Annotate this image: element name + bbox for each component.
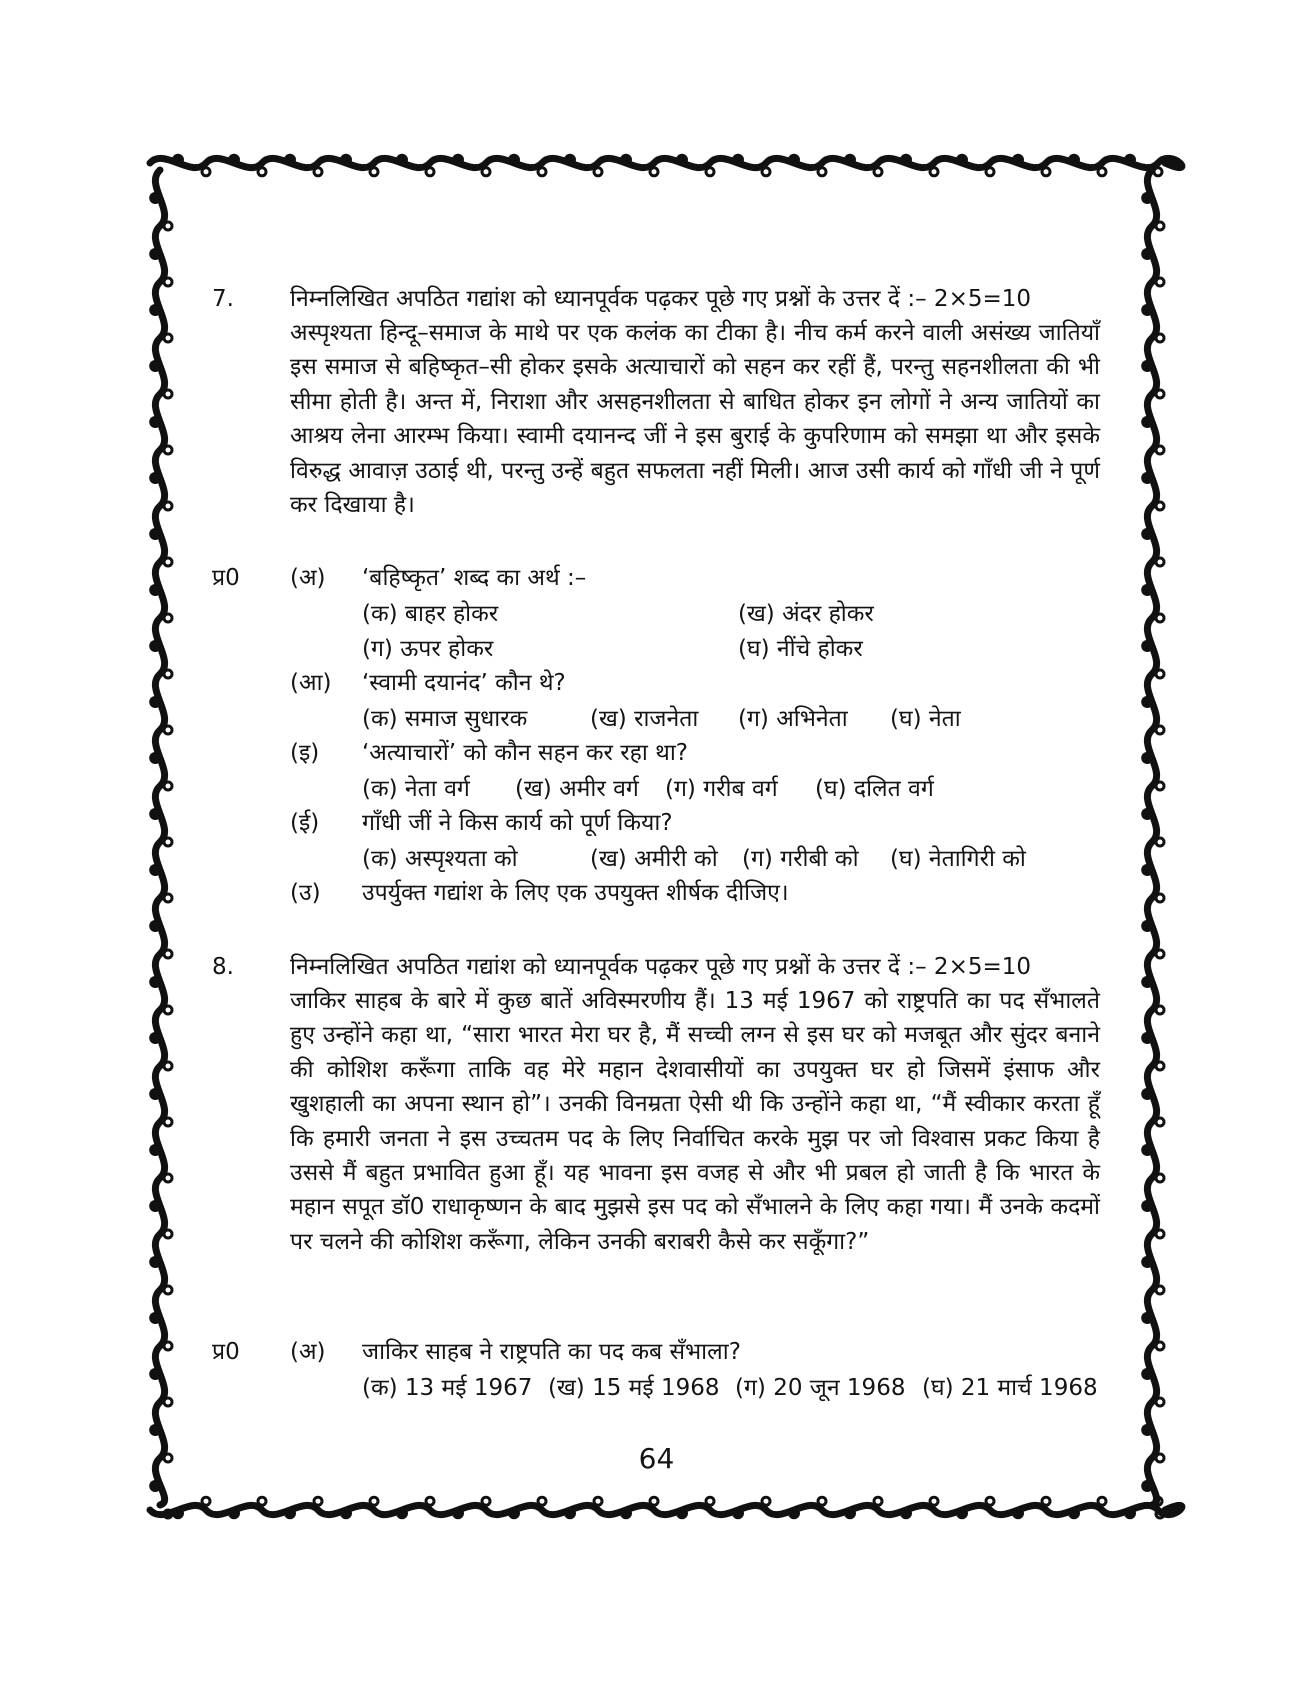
q7-a-option-ga: (ग) ऊपर होकर [362, 636, 494, 662]
q7-ii-option-kha: (ख) अमीरी को [590, 846, 718, 872]
q7-a-option-kha: (ख) अंदर होकर [738, 601, 874, 627]
q7-a-option-gha: (घ) नींचे होकर [738, 636, 863, 662]
q8-a-option-ka: (क) 13 मई 1967 [362, 1375, 533, 1401]
q7-ii-option-ka: (क) अस्पृश्यता को [362, 846, 518, 872]
q8-a-option-kha: (ख) 15 मई 1968 [548, 1375, 720, 1401]
q8-instruction: निम्नलिखित अपठित गद्यांश को ध्यानपूर्वक पढ़कर पूछे गए प्रश्नों के उत्तर दें :– 2×5=10 [290, 954, 1032, 980]
q7-u-text: उपर्युक्त गद्यांश के लिए एक उपयुक्त शीर्षक दीजिए। [362, 880, 789, 906]
border-top-ornament [150, 154, 1182, 176]
q7-ii-label: (ई) [290, 810, 320, 836]
q7-passage: अस्पृश्यता हिन्दू–समाज के माथे पर एक कलंक का टीका है। नीच कर्म करने वाली असंख्य जातियाँ इस समाज से बहिष्कृत–सी होकर इसके अत्याचारों को सहन कर रहीं हैं, परन्तु सहनशीलता की भी सीमा होती है। अन्त में, निराशा और असहनशीलता से बाधित होकर इन लोगों ने अन्य जातियों का आश्रय लेना आरम्भ किया। स्वामी दयानन्द जीं ने इस बुराई के कुपरिणाम को समझा था और इसके विरुद्ध आवाज़ उठाई थी, परन्तु उन्हें बहुत सफलता नहीं मिली। आज उसी कार्य को गाँधी जी ने पूर्ण कर दिखाया है। [290, 320, 1100, 519]
q7-pra-label: प्र0 [212, 565, 240, 591]
q7-instruction: निम्नलिखित अपठित गद्यांश को ध्यानपूर्वक पढ़कर पूछे गए प्रश्नों के उत्तर दें :– 2×5=10 [290, 286, 1032, 312]
q7-a-text: ‘बहिष्कृत’ शब्द का अर्थ :– [362, 565, 587, 591]
q8-a-text: जाकिर साहब ने राष्ट्रपति का पद कब सँभाला? [362, 1339, 741, 1365]
q8-a-option-ga: (ग) 20 जून 1968 [735, 1375, 906, 1401]
q7-a-option-ka: (क) बाहर होकर [362, 601, 499, 627]
q7-u-label: (उ) [290, 880, 321, 906]
q7-i-option-kha: (ख) अमीर वर्ग [515, 776, 639, 802]
border-right-ornament [1141, 170, 1164, 1518]
q7-number: 7. [212, 286, 234, 312]
q7-ii-option-gha: (घ) नेतागिरी को [890, 846, 1026, 872]
q7-ii-text: गाँधी जीं ने किस कार्य को पूर्ण किया? [362, 810, 673, 836]
q8-passage: जाकिर साहब के बारे में कुछ बातें अविस्मरणीय हैं। 13 मई 1967 को राष्ट्रपति का पद सँभालते हुए उन्होंने कहा था, “सारा भारत मेरा घर है, मैं सच्ची लग्न से इस घर को मजबूत और सुंदर बनाने की कोशिश करूँगा ताकि वह मेरे महान देशवासीयों का उपयुक्त घर हो जिसमें इंसाफ और खुशहाली का अपना स्थान हो”। उनकी विनम्रता ऐसी थी कि उन्होंने कहा था, “मैं स्वीकार करता हूँ कि हमारी जनता ने इस उच्चतम पद के लिए निर्वाचित करके मुझ पर जो विश्वास प्रकट किया है उससे मैं बहुत प्रभावित हुआ हूँ। यह भावना इस वजह से और भी प्रबल हो जाती है कि भारत के महान सपूत डॉ0 राधाकृष्णन के बाद मुझसे इस पद को सँभालने के लिए कहा गया। मैं उनके कदमों पर चलने की कोशिश करूँगा, लेकिन उनकी बराबरी कैसे कर सकूँगा?” [290, 988, 1100, 1255]
q7-aa-option-kha: (ख) राजनेता [590, 706, 699, 732]
q8-a-option-gha: (घ) 21 मार्च 1968 [922, 1375, 1098, 1401]
q7-ii-option-ga: (ग) गरीबी को [742, 846, 859, 872]
page-number: 64 [638, 1442, 675, 1475]
q7-aa-label: (आ) [290, 670, 332, 696]
q7-i-option-ga: (ग) गरीब वर्ग [665, 776, 778, 802]
q8-a-label: (अ) [290, 1339, 326, 1365]
q7-aa-option-ka: (क) समाज सुधारक [362, 706, 528, 732]
border-left-ornament [149, 170, 172, 1518]
border-bottom-ornament [150, 1497, 1182, 1519]
q7-i-text: ‘अत्याचारों’ को कौन सहन कर रहा था? [362, 740, 688, 766]
q7-i-label: (इ) [290, 740, 320, 766]
q7-a-label: (अ) [290, 565, 326, 591]
q7-aa-text: ‘स्वामी दयानंद’ कौन थे? [362, 670, 566, 696]
q7-aa-option-gha: (घ) नेता [890, 706, 961, 732]
q7-i-option-gha: (घ) दलित वर्ग [815, 776, 934, 802]
q7-aa-option-ga: (ग) अभिनेता [738, 706, 848, 732]
q7-i-option-ka: (क) नेता वर्ग [362, 776, 470, 802]
q8-number: 8. [212, 954, 234, 980]
q8-pra-label: प्र0 [212, 1339, 240, 1365]
